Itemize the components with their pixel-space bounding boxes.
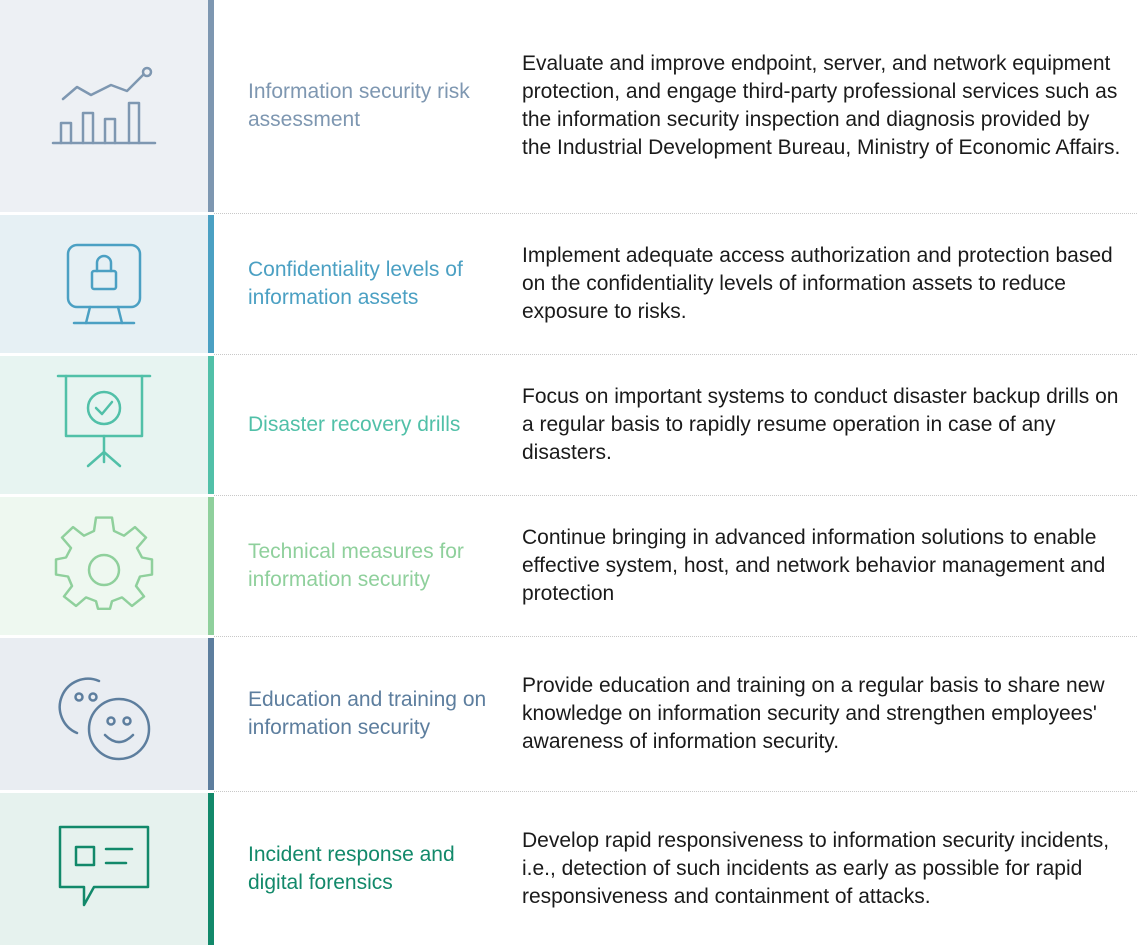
row-label: Incident response and digital forensics	[248, 843, 455, 894]
row-risk-assessment	[0, 0, 1137, 212]
row-label: Education and training on information security	[248, 688, 487, 739]
row-divider	[214, 354, 1137, 355]
row-divider	[214, 636, 1137, 637]
smiley-faces-icon	[49, 659, 159, 769]
accent-bar	[208, 0, 214, 212]
row-label: Information security risk assessment	[248, 80, 470, 131]
row-description: Develop rapid responsiveness to information security incidents, i.e., detection of such incidents as early as possible for rapid responsiveness and containment of attacks.	[522, 829, 1110, 908]
row-description: Provide education and training on a regular basis to share new knowledge on information security and strengthen employees' awareness of information security.	[522, 674, 1105, 753]
row-disaster-recovery	[0, 356, 1137, 494]
row-label: Technical measures for information security	[248, 540, 464, 591]
row-divider	[214, 495, 1137, 496]
icon-cell	[0, 356, 208, 494]
row-description: Implement adequate access authorization and protection based on the confidentiality levels of information assets to reduce exposure to risks.	[522, 244, 1113, 323]
row-education-training	[0, 638, 1137, 790]
icon-cell	[0, 0, 208, 212]
accent-bar	[208, 638, 214, 790]
row-description: Focus on important systems to conduct disaster backup drills on a regular basis to rapidly resume operation in case of any disasters.	[522, 385, 1119, 464]
presentation-check-icon	[54, 370, 154, 480]
row-divider	[214, 791, 1137, 792]
row-incident-response	[0, 793, 1137, 945]
row-description: Evaluate and improve endpoint, server, and network equipment protection, and engage third-party professional services such as the information security inspection and diagnosis provided by the Industrial Development Bureau, Ministry of Economic Affairs.	[522, 52, 1121, 159]
accent-bar	[208, 793, 214, 945]
row-divider	[214, 213, 1137, 214]
icon-cell	[0, 638, 208, 790]
row-description: Continue bringing in advanced information solutions to enable effective system, host, and network behavior management and protection	[522, 526, 1106, 605]
monitor-lock-icon	[54, 239, 154, 329]
row-label: Disaster recovery drills	[248, 413, 461, 436]
chat-message-icon	[54, 821, 154, 917]
icon-cell	[0, 497, 208, 635]
icon-cell	[0, 215, 208, 353]
gear-icon	[52, 514, 156, 618]
row-label: Confidentiality levels of information assets	[248, 258, 463, 309]
row-technical-measures	[0, 497, 1137, 635]
bar-chart-trend-icon	[49, 61, 159, 151]
accent-bar	[208, 215, 214, 353]
icon-cell	[0, 793, 208, 945]
row-confidentiality	[0, 215, 1137, 353]
accent-bar	[208, 356, 214, 494]
accent-bar	[208, 497, 214, 635]
